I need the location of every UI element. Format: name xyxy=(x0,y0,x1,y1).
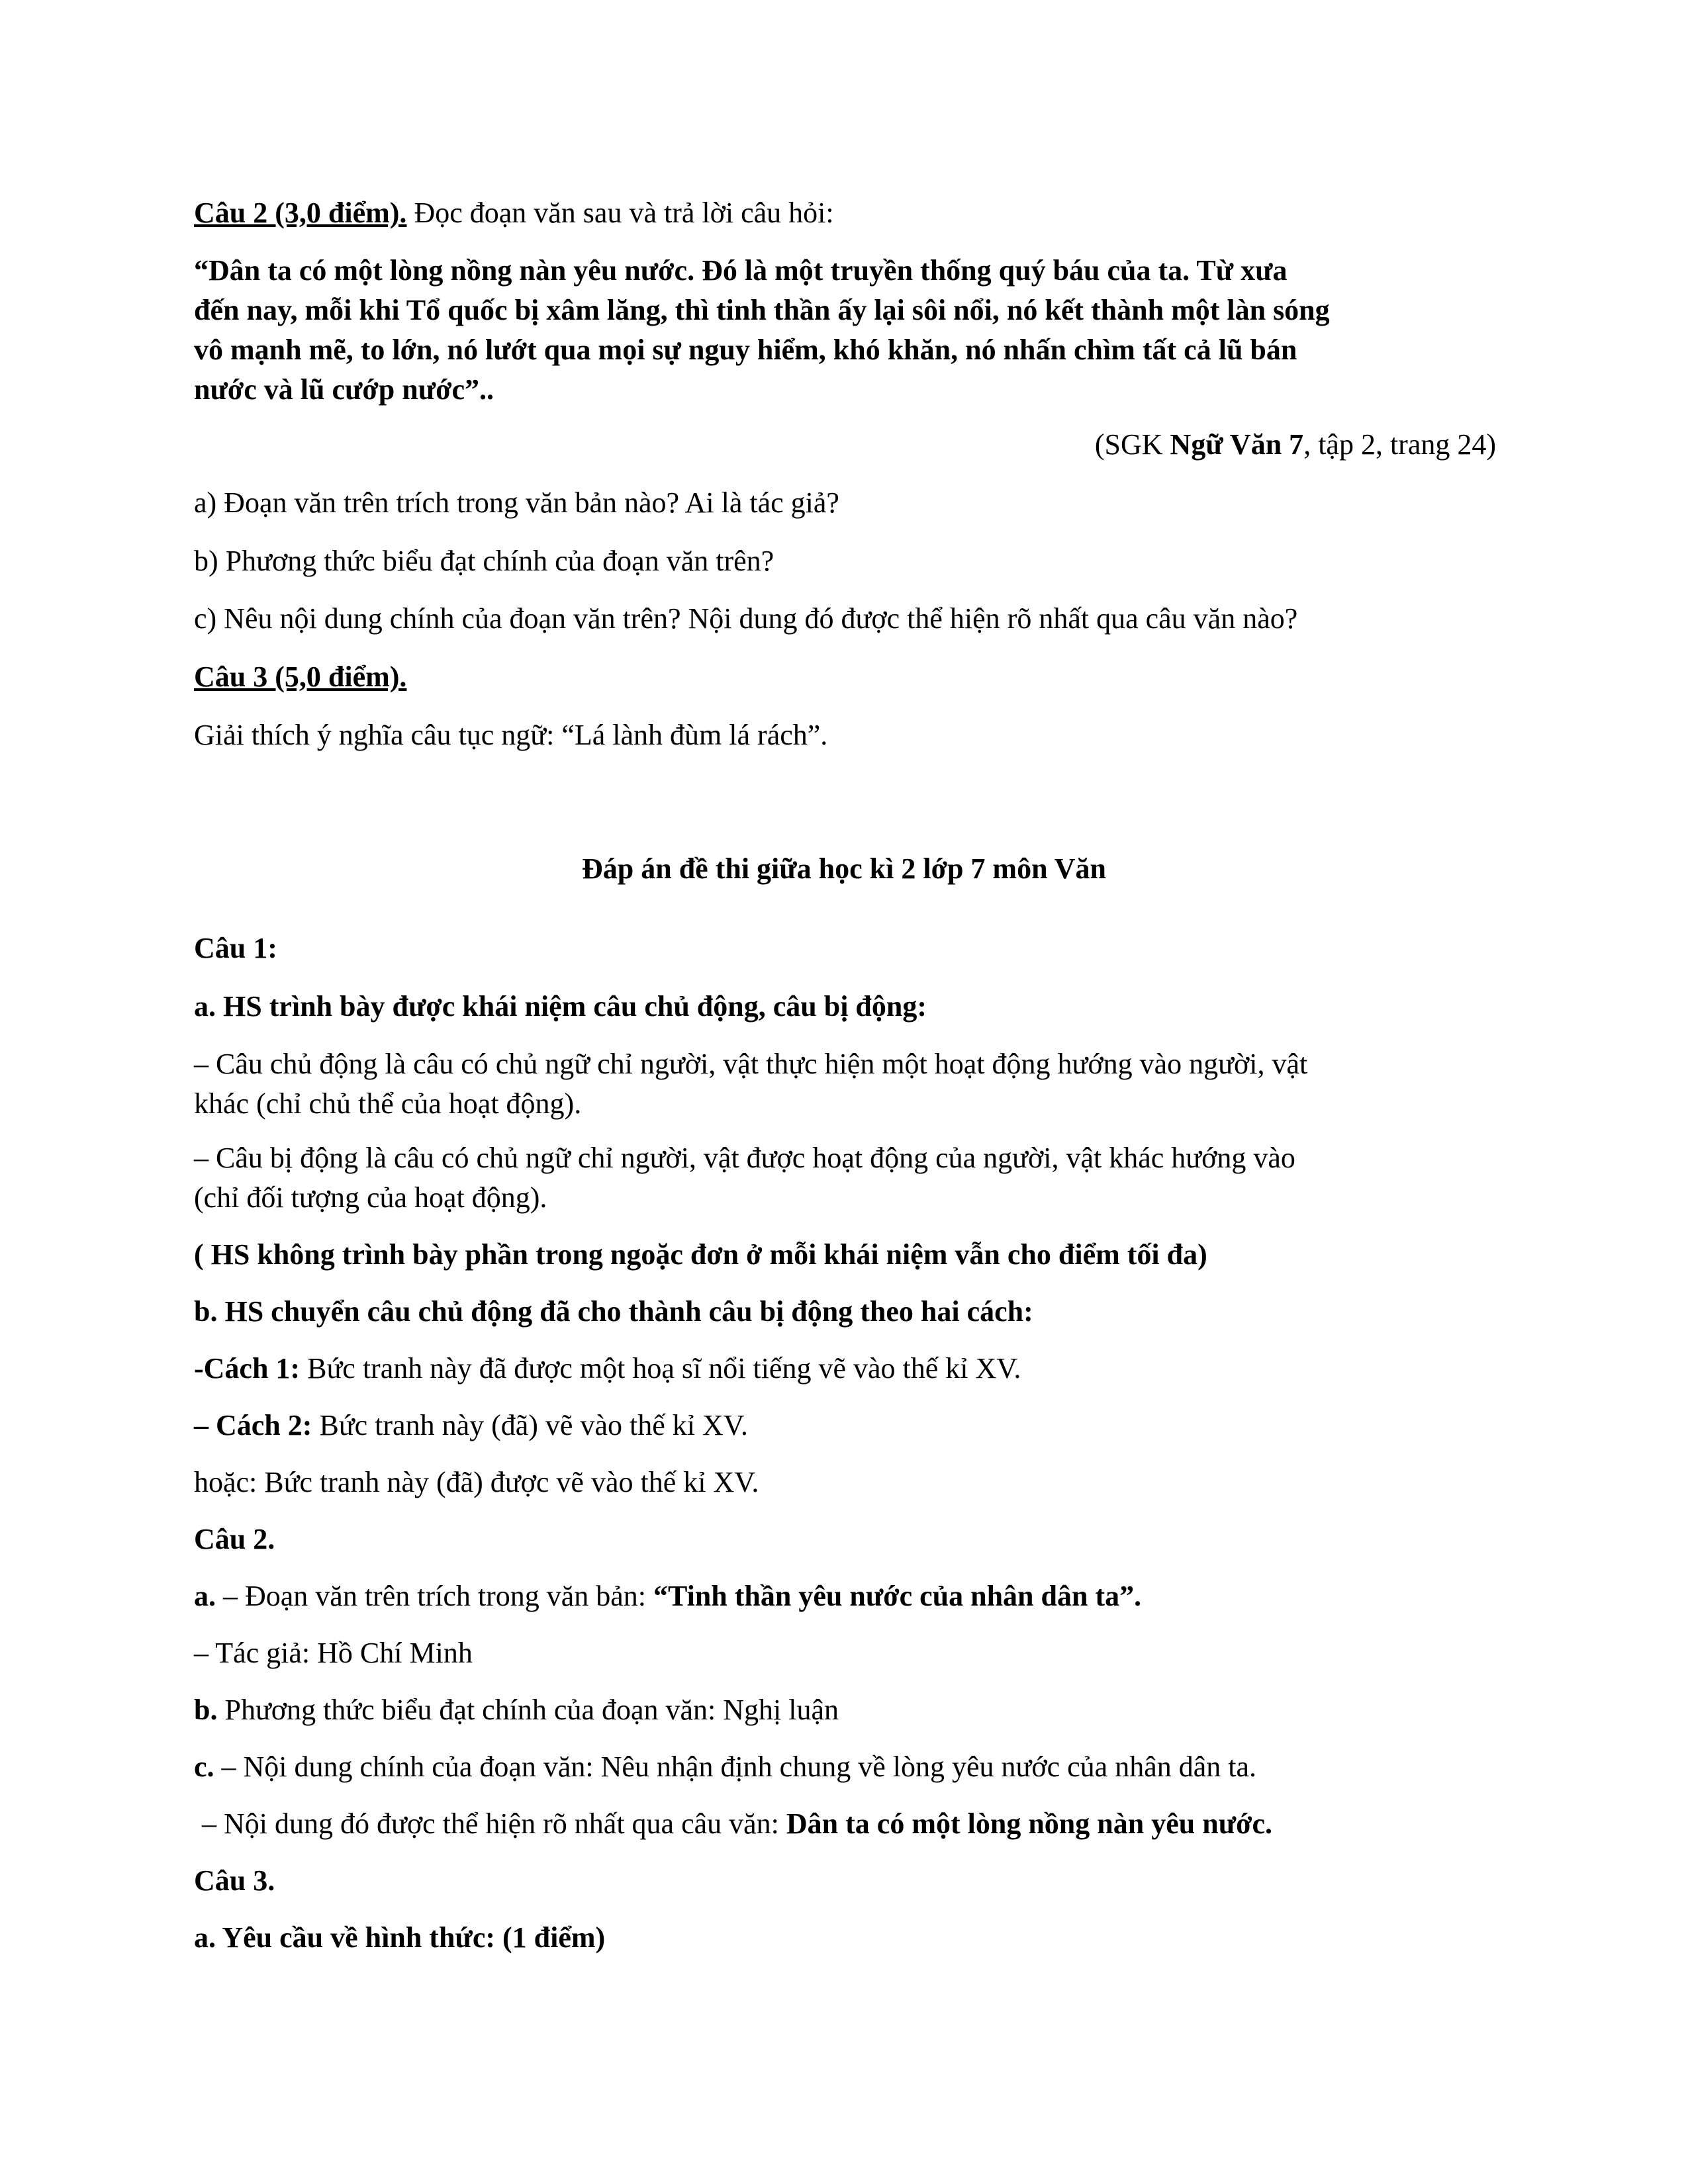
q3-heading: Câu 3 (5,0 điểm). xyxy=(194,660,407,693)
q2-quote-line-3: vô mạnh mẽ, to lớn, nó lướt qua mọi sự nguy hiểm, khó khăn, nó nhấn chìm tất cả lũ bán xyxy=(194,334,1297,366)
answer-c3-heading: Câu 3. xyxy=(194,1864,275,1897)
answer-c1-active-line-1: – Câu chủ động là câu có chủ ngữ chỉ người, vật thực hiện một hoạt động hướng vào người, vật xyxy=(194,1048,1308,1080)
q2-quote-line-2: đến nay, mỗi khi Tổ quốc bị xâm lăng, thì tinh thần ấy lại sôi nổi, nó kết thành một làn sóng xyxy=(194,294,1330,326)
q2-quote-line-4: nước và lũ cướp nước”.. xyxy=(194,373,494,406)
answer-c2-a-text: – Đoạn văn trên trích trong văn bản: xyxy=(216,1580,654,1612)
answer-c1-way1 xyxy=(194,1349,1491,1388)
answer-c2-author: – Tác giả: Hồ Chí Minh xyxy=(194,1637,473,1669)
q2-source xyxy=(1095,425,1496,465)
way2-text: Bức tranh này (đã) vẽ vào thế kỉ XV. xyxy=(312,1409,748,1441)
answer-c2-a-title: “Tinh thần yêu nước của nhân dân ta”. xyxy=(653,1580,1142,1612)
source-prefix: (SGK xyxy=(1094,428,1170,461)
way1-label: -Cách 1: xyxy=(194,1352,301,1385)
answer-c2-c2-bold: Dân ta có một lòng nồng nàn yêu nước. xyxy=(786,1807,1272,1840)
answer-c2-heading: Câu 2. xyxy=(194,1523,275,1555)
q2-question-b: b) Phương thức biểu đạt chính của đoạn văn trên? xyxy=(194,545,774,577)
answer-c1-way2 xyxy=(194,1406,1491,1445)
answer-c2-c-text: – Nội dung chính của đoạn văn: Nêu nhận định chung về lòng yêu nước của nhân dân ta. xyxy=(214,1751,1257,1783)
answer-c2-b xyxy=(194,1690,1491,1730)
answer-c1-b-heading: . HS chuyển câu chủ động đã cho thành câu bị động theo hai cách: xyxy=(210,1295,1033,1328)
answer-c2-c2 xyxy=(202,1804,1499,1844)
answer-c1-or: hoặc: Bức tranh này (đã) được vẽ vào thế kỉ XV. xyxy=(194,1466,759,1498)
answer-c2-b-text: Phương thức biểu đạt chính của đoạn văn: Nghị luận xyxy=(217,1694,839,1726)
answer-c2-c xyxy=(194,1747,1491,1787)
answer-c3-a-heading: a. Yêu cầu về hình thức: (1 điểm) xyxy=(194,1921,606,1954)
answer-c1-note: ( HS không trình bày phần trong ngoặc đơn ở mỗi khái niệm vẫn cho điểm tối đa) xyxy=(194,1238,1207,1271)
answer-c1-passive-line-1: – Câu bị động là câu có chủ ngữ chỉ người, vật được hoạt động của người, vật khác hướng vào xyxy=(194,1142,1295,1174)
answer-c1-b-line xyxy=(194,1292,1491,1332)
answer-c2-c2-text: – Nội dung đó được thể hiện rõ nhất qua câu văn: xyxy=(202,1807,786,1840)
answer-c1-active-line-2: khác (chỉ chủ thể của hoạt động). xyxy=(194,1087,582,1120)
source-book: Ngữ Văn 7 xyxy=(1170,428,1304,461)
q2-quote-line-1: “Dân ta có một lòng nồng nàn yêu nước. Đó là một truyền thống quý báu của ta. Từ xưa xyxy=(194,254,1288,287)
q3-text: Giải thích ý nghĩa câu tục ngữ: “Lá lành đùm lá rách”. xyxy=(194,719,828,751)
q2-heading: Câu 2 (3,0 điểm). xyxy=(194,197,407,229)
q2-question-c: c) Nêu nội dung chính của đoạn văn trên? Nội dung đó được thể hiện rõ nhất qua câu văn nào? xyxy=(194,602,1298,635)
answer-c1-heading: Câu 1: xyxy=(194,932,277,964)
answer-c1-passive-line-2: (chỉ đối tượng của hoạt động). xyxy=(194,1181,547,1214)
way1-text: Bức tranh này đã được một hoạ sĩ nổi tiếng vẽ vào thế kỉ XV. xyxy=(300,1352,1021,1385)
q2-question-a: a) Đoạn văn trên trích trong văn bản nào? Ai là tác giả? xyxy=(194,486,839,519)
answer-c2-c-label: c. xyxy=(194,1751,214,1783)
answer-c1-a-heading: a. HS trình bày được khái niệm câu chủ động, câu bị động: xyxy=(194,990,927,1023)
answer-c2-a-label: a. xyxy=(194,1580,216,1612)
answer-c2-a xyxy=(194,1576,1491,1616)
answer-title: Đáp án đề thi giữa học kì 2 lớp 7 môn Văn xyxy=(581,852,1107,885)
source-suffix: , tập 2, trang 24) xyxy=(1303,428,1496,461)
answer-c2-b-label: b. xyxy=(194,1694,218,1726)
answer-c1-b-label: b xyxy=(194,1295,211,1328)
q2-instruction: Đọc đoạn văn sau và trả lời câu hỏi: xyxy=(406,197,834,229)
way2-label: – Cách 2: xyxy=(194,1409,312,1441)
q2-line xyxy=(194,193,1491,233)
